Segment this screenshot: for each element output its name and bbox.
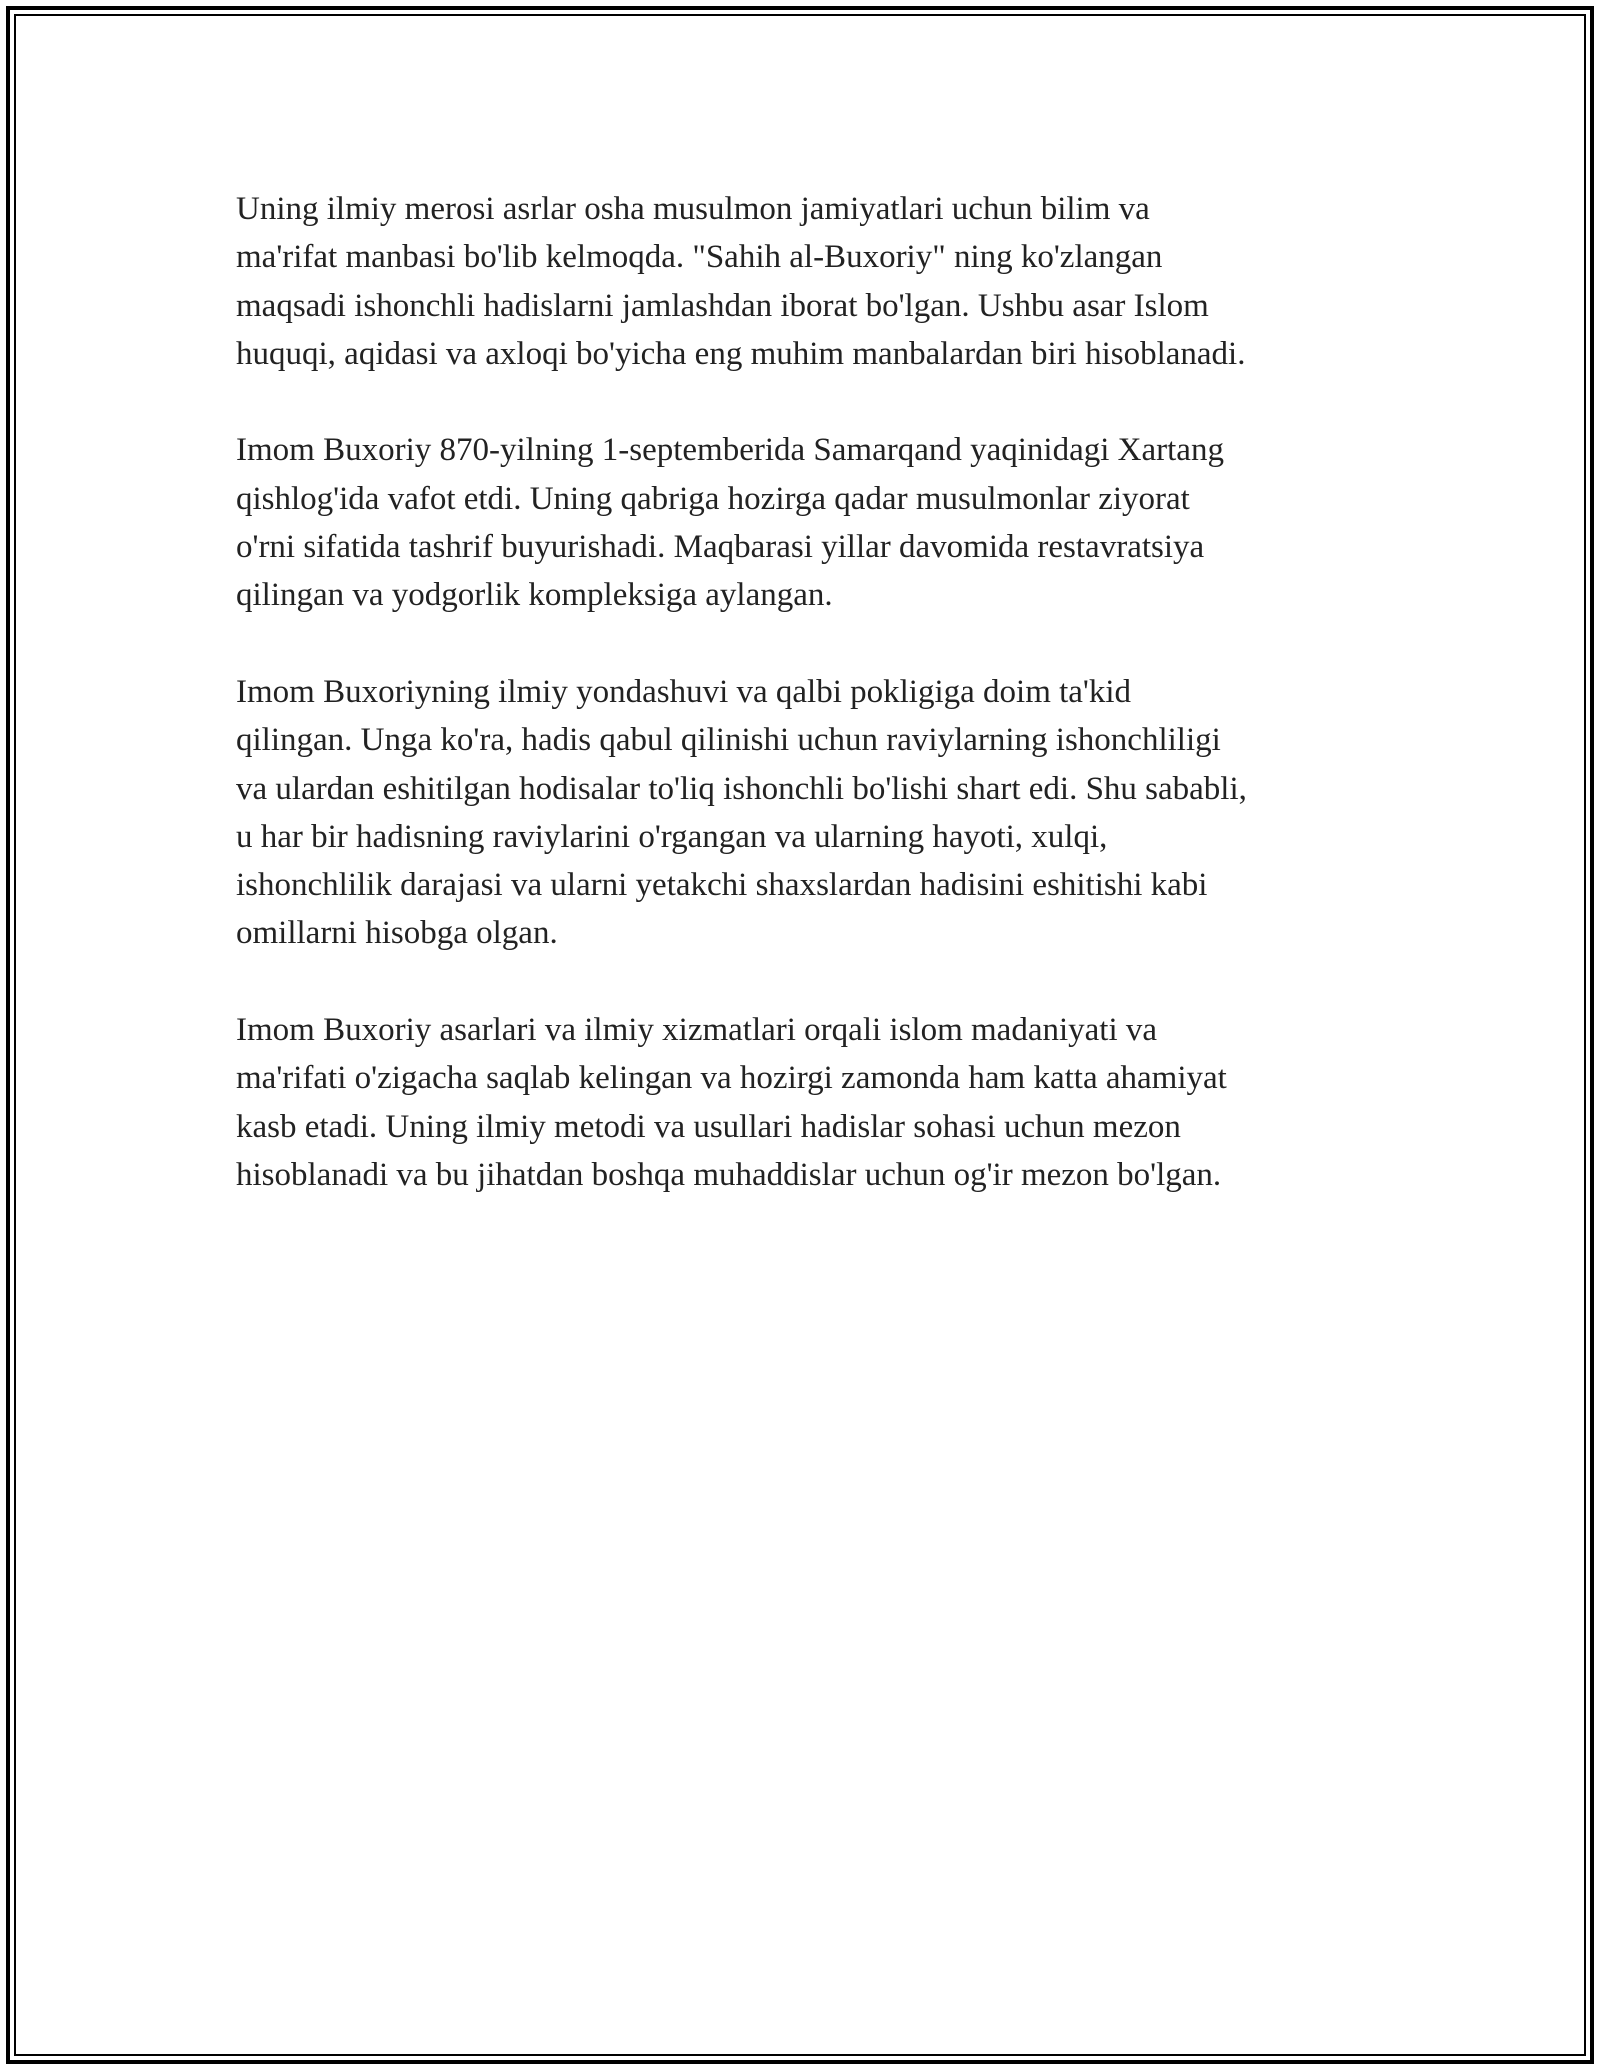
text-line: Imom Buxoriy 870-yilning 1-septemberida Samarqand yaqinidagi Xartang <box>236 432 1224 469</box>
text-line: o'rni sifatida tashrif buyurishadi. Maqbarasi yillar davomida restavratsiya <box>236 529 1205 566</box>
text-line: ma'rifati o'zigacha saqlab kelingan va hozirgi zamonda ham katta ahamiyat <box>236 1060 1227 1097</box>
paragraph-death-and-mausoleum <box>236 426 1382 619</box>
text-line: qilingan va yodgorlik kompleksiga aylangan. <box>236 577 833 614</box>
text-line: huquqi, aqidasi va axloqi bo'yicha eng muhim manbalardan biri hisoblanadi. <box>236 335 1246 372</box>
text-line: ma'rifat manbasi bo'lib kelmoqda. "Sahih al-Buxoriy" ning ko'zlangan <box>236 239 1163 276</box>
text-line: ishonchlilik darajasi va ularni yetakchi shaxslardan hadisini eshitishi kabi <box>236 867 1208 904</box>
text-line: qilingan. Unga ko'ra, hadis qabul qilinishi uchun raviylarning ishonchliligi <box>236 722 1221 759</box>
text-line: Imom Buxoriyning ilmiy yondashuvi va qalbi pokligiga doim ta'kid <box>236 673 1132 710</box>
text-line: maqsadi ishonchli hadislarni jamlashdan iborat bo'lgan. Ushbu asar Islom <box>236 287 1209 324</box>
text-line: qishlog'ida vafot etdi. Uning qabriga hozirga qadar musulmonlar ziyorat <box>236 480 1190 517</box>
document-body <box>236 185 1382 1248</box>
text-line: u har bir hadisning raviylarini o'rgangan va ularning hayoti, xulqi, <box>236 818 1108 855</box>
paragraph-legacy <box>236 185 1382 378</box>
text-line: kasb etadi. Uning ilmiy metodi va usullari hadislar sohasi uchun mezon <box>236 1108 1181 1145</box>
text-line: hisoblanadi va bu jihatdan boshqa muhaddislar uchun og'ir mezon bo'lgan. <box>236 1156 1222 1193</box>
paragraph-scholarly-method <box>236 668 1382 958</box>
paragraph-significance <box>236 1006 1382 1199</box>
text-line: Imom Buxoriy asarlari va ilmiy xizmatlari orqali islom madaniyati va <box>236 1012 1158 1049</box>
text-line: omillarni hisobga olgan. <box>236 915 558 952</box>
text-line: va ulardan eshitilgan hodisalar to'liq ishonchli bo'lishi shart edi. Shu sababli, <box>236 770 1247 807</box>
text-line: Uning ilmiy merosi asrlar osha musulmon jamiyatlari uchun bilim va <box>236 191 1150 227</box>
